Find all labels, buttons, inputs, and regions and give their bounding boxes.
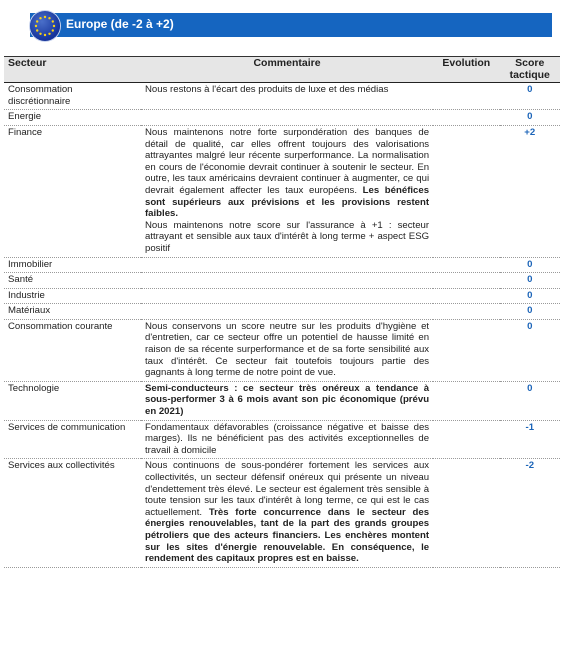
evolution-cell [433, 288, 499, 304]
sector-name: Consommation discrétionnaire [4, 83, 141, 110]
section-title: Europe (de -2 à +2) [66, 17, 174, 31]
comment-paragraph: Les bénéfices sont supérieurs aux prévisions et les provisions restent faibles. [144, 184, 430, 220]
header-sector: Secteur [4, 57, 141, 83]
table-header-row [4, 57, 560, 83]
table-row [4, 420, 560, 459]
sector-name: Finance [4, 125, 141, 257]
sector-name: Matériaux [4, 304, 141, 320]
sector-comment [141, 83, 433, 110]
tactical-score: 0 [500, 381, 560, 420]
comment-paragraph: Fondamentaux défavorables (croissance négative et baisse des marges). Ils ne bénéficient pas des activités exceptionnelles de travail à domicile [144, 421, 430, 456]
sector-name: Immobilier [4, 257, 141, 273]
tactical-score: 0 [500, 273, 560, 289]
header-score: Score tactique [500, 57, 560, 83]
header-evolution: Evolution [433, 57, 499, 83]
comment-paragraph: Nous continuons de sous-pondérer fortement les services aux collectivités, un secteur défensif onéreux qui présente un niveau d'endettement très élevé. Le secteur est également très sensible à toute tension sur les taux d'intérêt à long terme, ce qui est le cas actuellement. [144, 460, 430, 518]
evolution-cell [433, 420, 499, 459]
sector-name: Santé [4, 273, 141, 289]
eu-flag-icon [30, 11, 60, 41]
sector-comment [141, 273, 433, 289]
comment-paragraph: Nous maintenons notre forte surpondération des banques de détail de qualité, car elles offrent toujours des valorisations attrayantes malgré leur récente surperformance. La normalisation en cours de l'économie devrait continuer à soutenir le secteur. En outre, les taux américains devraient continuer à augmenter, ce qui devrait également affecter les taux européens. [144, 126, 430, 196]
comment-paragraph: Semi-conducteurs : ce secteur très onéreux a tendance à sous-performer 3 à 6 mois avant son pic économique (prévu en 2021) [144, 382, 430, 418]
comment-paragraph: Nous maintenons notre score sur l'assurance à +1 : secteur attrayant et sensible aux taux d'intérêt à long terme + aspect ESG positif [144, 219, 430, 254]
tactical-score: 0 [500, 110, 560, 126]
table-row [4, 110, 560, 126]
sector-name: Services de communication [4, 420, 141, 459]
sector-comment [141, 288, 433, 304]
tactical-score: +2 [500, 125, 560, 257]
sector-name: Consommation courante [4, 319, 141, 381]
evolution-cell [433, 381, 499, 420]
tactical-score: 0 [500, 288, 560, 304]
sector-name: Technologie [4, 381, 141, 420]
table-row [4, 381, 560, 420]
evolution-cell [433, 83, 499, 110]
sector-comment [141, 381, 433, 420]
sector-table [4, 56, 560, 568]
evolution-cell [433, 273, 499, 289]
evolution-cell [433, 110, 499, 126]
evolution-cell [433, 304, 499, 320]
evolution-cell [433, 257, 499, 273]
sector-comment [141, 110, 433, 126]
sector-comment [141, 257, 433, 273]
sector-name: Services aux collectivités [4, 459, 141, 567]
evolution-cell [433, 459, 499, 567]
header-comment: Commentaire [141, 57, 433, 83]
tactical-score: 0 [500, 83, 560, 110]
sector-comment [141, 420, 433, 459]
tactical-score: -1 [500, 420, 560, 459]
tactical-score: 0 [500, 304, 560, 320]
sector-comment [141, 319, 433, 381]
table-row [4, 83, 560, 110]
sector-comment [141, 304, 433, 320]
comment-paragraph: Très forte concurrence dans le secteur des énergies renouvelables, tant de la part des grands groupes pétroliers que des acteurs financiers. Les enchères montent sur les sites d'énergie renouvelable. En conséquence, le rendement des capitaux propres est en baisse. [144, 506, 430, 565]
sector-name: Industrie [4, 288, 141, 304]
table-row [4, 288, 560, 304]
tactical-score: 0 [500, 319, 560, 381]
sector-name: Energie [4, 110, 141, 126]
sector-comment [141, 125, 433, 257]
tactical-score: 0 [500, 257, 560, 273]
table-row [4, 125, 560, 257]
table-row [4, 319, 560, 381]
table-row [4, 459, 560, 567]
table-row [4, 304, 560, 320]
table-row [4, 273, 560, 289]
tactical-score: -2 [500, 459, 560, 567]
table-row [4, 257, 560, 273]
comment-paragraph: Nous conservons un score neutre sur les produits d'hygiène et d'entretien, car ce secteur offre un potentiel de hausse limité en raison de sa récente surperformance et de sa forte sensibilité aux taux d'intérêt. Ce secteur fait toutefois toujours partie des gagnants à long terme de notre point de vue. [144, 320, 430, 379]
evolution-cell [433, 319, 499, 381]
evolution-cell [433, 125, 499, 257]
comment-paragraph: Nous restons à l'écart des produits de luxe et des médias [144, 84, 389, 96]
sector-comment [141, 459, 433, 567]
